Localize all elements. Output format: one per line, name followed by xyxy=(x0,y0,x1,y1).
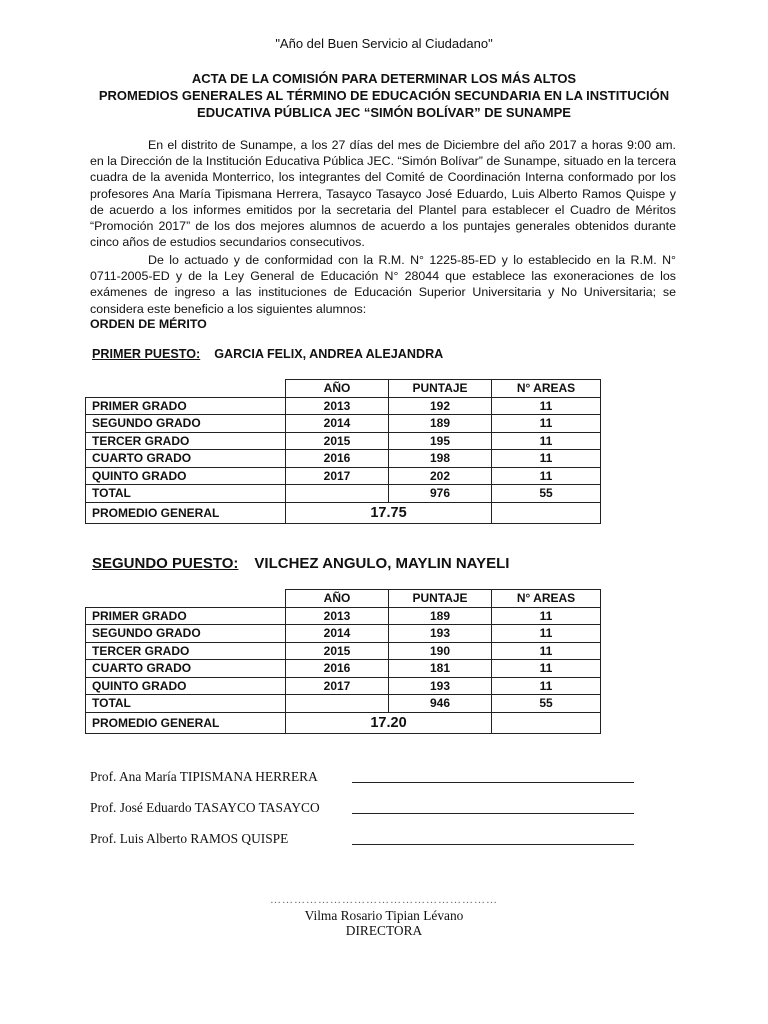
second-place-heading xyxy=(92,555,509,572)
grade-cell: PRIMER GRADO xyxy=(86,607,286,625)
areas-cell: 11 xyxy=(492,607,601,625)
director-block xyxy=(0,893,768,938)
areas-cell: 11 xyxy=(492,467,601,485)
signature-row xyxy=(90,800,320,816)
table-row xyxy=(86,642,601,660)
score-cell: 192 xyxy=(389,397,492,415)
table-header-row xyxy=(86,590,601,608)
average-value: 17.20 xyxy=(286,712,492,733)
score-cell: 195 xyxy=(389,432,492,450)
areas-cell: 11 xyxy=(492,415,601,433)
total-areas: 55 xyxy=(492,485,601,503)
director-name: Vilma Rosario Tipian Lévano xyxy=(304,908,464,923)
average-label: PROMEDIO GENERAL xyxy=(86,712,286,733)
average-row xyxy=(86,502,601,523)
grade-cell: CUARTO GRADO xyxy=(86,660,286,678)
header-year: AÑO xyxy=(286,380,389,398)
total-areas: 55 xyxy=(492,695,601,713)
year-cell: 2013 xyxy=(286,397,389,415)
header-blank-cell xyxy=(86,590,286,608)
paragraph-2: De lo actuado y de conformidad con la R.M. N° 1225-85-ED y lo establecido en la R.M. N° 0711-2005-ED y de la Ley General de Educación N° 28044 que establece las exoneraciones de los exámenes de ingreso a las instituciones de Educación Superior Universitaria y No Universitaria; se considera este beneficio a los siguientes alumnos: xyxy=(90,253,676,316)
first-place-label: PRIMER PUESTO: xyxy=(92,347,201,361)
table-row xyxy=(86,660,601,678)
score-cell: 193 xyxy=(389,625,492,643)
total-year-cell xyxy=(286,485,389,503)
grade-cell: QUINTO GRADO xyxy=(86,677,286,695)
score-cell: 202 xyxy=(389,467,492,485)
second-place-student: VILCHEZ ANGULO, MAYLIN NAYELI xyxy=(254,555,510,572)
average-row xyxy=(86,712,601,733)
average-empty-cell xyxy=(492,502,601,523)
year-cell: 2013 xyxy=(286,607,389,625)
total-label: TOTAL xyxy=(86,485,286,503)
first-place-student: GARCIA FELIX, ANDREA ALEJANDRA xyxy=(214,347,444,361)
score-cell: 189 xyxy=(389,607,492,625)
first-place-heading xyxy=(92,347,443,361)
signature-row xyxy=(90,831,288,847)
grade-cell: SEGUNDO GRADO xyxy=(86,415,286,433)
areas-cell: 11 xyxy=(492,450,601,468)
header-score: PUNTAJE xyxy=(389,590,492,608)
year-cell: 2014 xyxy=(286,415,389,433)
year-cell: 2017 xyxy=(286,467,389,485)
areas-cell: 11 xyxy=(492,625,601,643)
total-row xyxy=(86,485,601,503)
grade-cell: CUARTO GRADO xyxy=(86,450,286,468)
areas-cell: 11 xyxy=(492,660,601,678)
average-value: 17.75 xyxy=(286,502,492,523)
total-score: 946 xyxy=(389,695,492,713)
grade-cell: SEGUNDO GRADO xyxy=(86,625,286,643)
table-row xyxy=(86,450,601,468)
table-row xyxy=(86,607,601,625)
grade-cell: TERCER GRADO xyxy=(86,432,286,450)
table-header-row xyxy=(86,380,601,398)
year-cell: 2016 xyxy=(286,450,389,468)
table-row xyxy=(86,677,601,695)
header-year: AÑO xyxy=(286,590,389,608)
table-row xyxy=(86,625,601,643)
grade-cell: PRIMER GRADO xyxy=(86,397,286,415)
signatory-name: Prof. José Eduardo TASAYCO TASAYCO xyxy=(90,800,320,815)
table-row xyxy=(86,415,601,433)
first-place-table xyxy=(85,379,601,524)
areas-cell: 11 xyxy=(492,642,601,660)
director-title: DIRECTORA xyxy=(345,923,423,938)
title-line-1: ACTA DE LA COMISIÓN PARA DETERMINAR LOS MÁS ALTOS xyxy=(191,71,577,86)
year-cell: 2017 xyxy=(286,677,389,695)
table-row xyxy=(86,467,601,485)
title-line-3: EDUCATIVA PÚBLICA JEC “SIMÓN BOLÍVAR” DE SUNAMPE xyxy=(197,105,571,120)
header-areas: N° AREAS xyxy=(492,380,601,398)
grade-cell: QUINTO GRADO xyxy=(86,467,286,485)
score-cell: 181 xyxy=(389,660,492,678)
header-areas: N° AREAS xyxy=(492,590,601,608)
grade-cell: TERCER GRADO xyxy=(86,642,286,660)
signatory-name: Prof. Ana María TIPISMANA HERRERA xyxy=(90,769,318,784)
score-cell: 193 xyxy=(389,677,492,695)
score-cell: 189 xyxy=(389,415,492,433)
second-place-table xyxy=(85,589,601,734)
table-row xyxy=(86,432,601,450)
signature-line xyxy=(352,782,634,783)
areas-cell: 11 xyxy=(492,677,601,695)
signature-line xyxy=(352,844,634,845)
signature-row xyxy=(90,769,318,785)
second-place-label: SEGUNDO PUESTO: xyxy=(92,555,239,572)
year-cell: 2014 xyxy=(286,625,389,643)
year-cell: 2015 xyxy=(286,642,389,660)
areas-cell: 11 xyxy=(492,397,601,415)
total-row xyxy=(86,695,601,713)
areas-cell: 11 xyxy=(492,432,601,450)
table-row xyxy=(86,397,601,415)
header-score: PUNTAJE xyxy=(389,380,492,398)
year-cell: 2016 xyxy=(286,660,389,678)
year-motto: "Año del Buen Servicio al Ciudadano" xyxy=(275,36,493,51)
paragraph-1: En el distrito de Sunampe, a los 27 días del mes de Diciembre del año 2017 a horas 9:00 am. en la Dirección de la Institución Educativa Pública JEC. “Simón Bolívar” de Sunampe, situado en la tercera cuadra de la avenida Monterrico, los integrantes del Comité de Coordinación Interna conformado por los profesores Ana María Tipismana Herrera, Tasayco Tasayco José Eduardo, Luis Alberto Ramos Quispe y de acuerdo a los informes emitidos por la secretaria del Plantel para establecer el Cuadro de Méritos “Promoción 2017” de los dos mejores alumnos de acuerdo a los puntajes generales obtenidos durante cinco años de estudios secundarios consecutivos. xyxy=(90,138,676,250)
score-cell: 198 xyxy=(389,450,492,468)
average-empty-cell xyxy=(492,712,601,733)
year-cell: 2015 xyxy=(286,432,389,450)
signatory-name: Prof. Luis Alberto RAMOS QUISPE xyxy=(90,831,289,846)
director-signature-dots: ………………………………………………… xyxy=(270,894,498,906)
signature-line xyxy=(352,813,634,814)
total-label: TOTAL xyxy=(86,695,286,713)
total-year-cell xyxy=(286,695,389,713)
header-blank-cell xyxy=(86,380,286,398)
score-cell: 190 xyxy=(389,642,492,660)
average-label: PROMEDIO GENERAL xyxy=(86,502,286,523)
title-line-2: PROMEDIOS GENERALES AL TÉRMINO DE EDUCACIÓN SECUNDARIA EN LA INSTITUCIÓN xyxy=(98,88,670,103)
total-score: 976 xyxy=(389,485,492,503)
document-title xyxy=(60,70,708,121)
merit-heading: ORDEN DE MÉRITO xyxy=(90,317,207,331)
